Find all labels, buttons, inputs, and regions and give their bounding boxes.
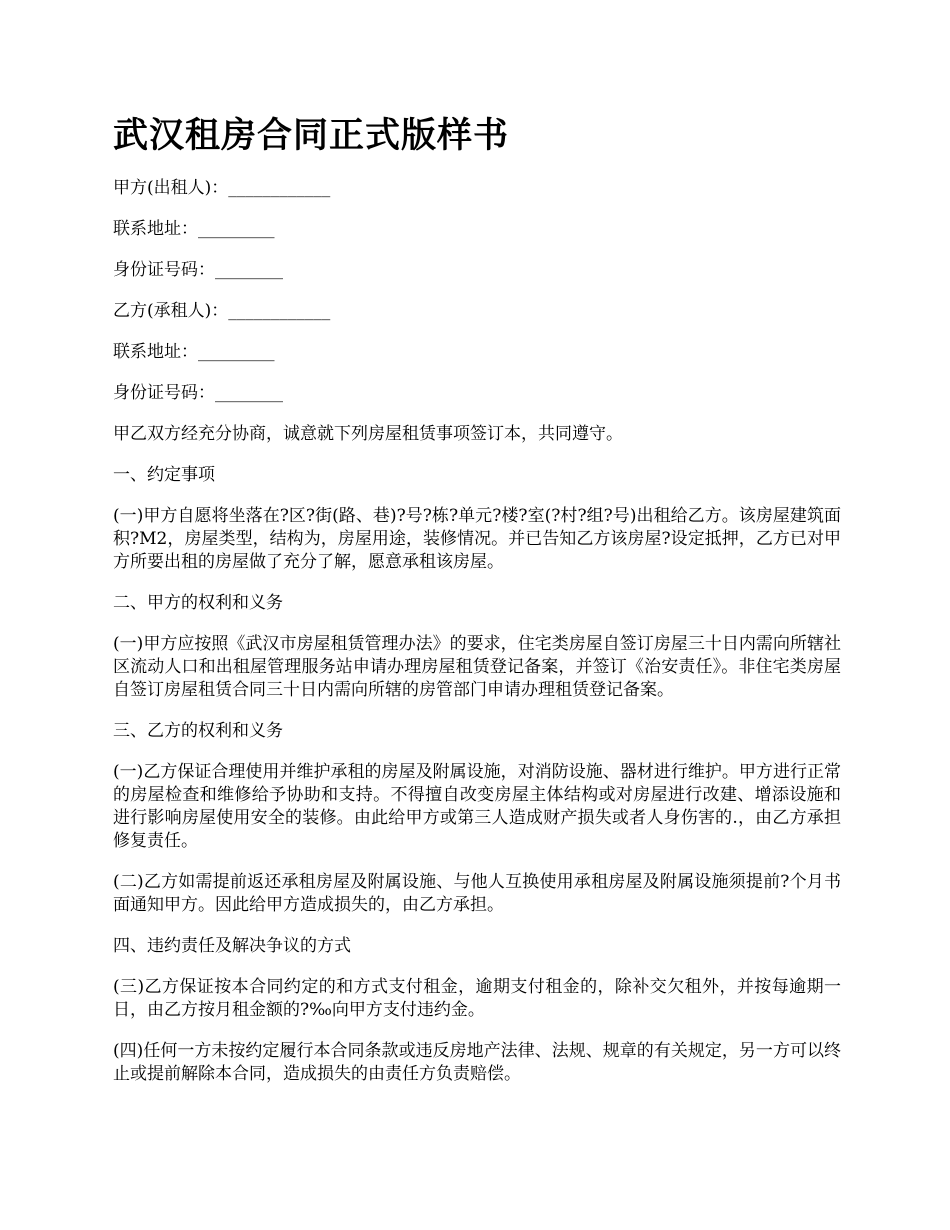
section-heading-breach-liability: 四、违约责任及解决争议的方式 bbox=[113, 936, 351, 956]
section-paragraph: (三)乙方保证按本合同约定的和方式支付租金，逾期支付租金的，除补交欠租外，并按每逾期一日，由乙方按月租金额的?‰向甲方支付违约金。 bbox=[113, 977, 841, 1020]
intro-paragraph: 甲乙双方经充分协商，诚意就下列房屋租赁事项签订本，共同遵守。 bbox=[113, 424, 623, 444]
section-paragraph: (二)乙方如需提前返还承租房屋及附属设施、与他人互换使用承租房屋及附属设施须提前?个月书面通知甲方。因此给甲方造成损失的，由乙方承担。 bbox=[113, 872, 841, 915]
document-page bbox=[113, 108, 841, 1104]
section-paragraph: (四)任何一方未按约定履行本合同条款或违反房地产法律、法规、规章的有关规定，另一方可以终止或提前解除本合同，造成损失的由责任方负责赔偿。 bbox=[113, 1041, 841, 1084]
section-paragraph: (一)甲方应按照《武汉市房屋租赁管理办法》的要求，住宅类房屋自签订房屋三十日内需向所辖社区流动人口和出租屋管理服务站申请办理房屋租赁登记备案，并签订《治安责任》。非住宅类房屋自签订房屋租赁合同三十日内需向所辖的房管部门申请办理租赁登记备案。 bbox=[113, 634, 841, 700]
lessor-address-field: 联系地址：_________ bbox=[113, 219, 275, 239]
lessor-id-field: 身份证号码：________ bbox=[113, 260, 283, 280]
section-heading-agreed-matters: 一、约定事项 bbox=[113, 465, 215, 485]
section-heading-lessee-rights: 三、乙方的权利和义务 bbox=[113, 721, 283, 741]
section-paragraph: (一)甲方自愿将坐落在?区?街(路、巷)?号?栋?单元?楼?室(?村?组?号)出租给乙方。该房屋建筑面积?M2，房屋类型，结构为，房屋用途，装修情况。并已告知乙方该房屋?设定抵押，乙方已对甲方所要出租的房屋做了充分了解，愿意承租该房屋。 bbox=[113, 506, 841, 572]
lessee-id-field: 身份证号码：________ bbox=[113, 383, 283, 403]
section-paragraph: (一)乙方保证合理使用并维护承租的房屋及附属设施，对消防设施、器材进行维护。甲方进行正常的房屋检查和维修给予协助和支持。不得擅自改变房屋主体结构或对房屋进行改建、增添设施和进行影响房屋使用安全的装修。由此给甲方或第三人造成财产损失或者人身伤害的.，由乙方承担修复责任。 bbox=[113, 762, 841, 851]
lessee-name-field: 乙方(承租人)：____________ bbox=[113, 301, 331, 321]
lessee-address-field: 联系地址：_________ bbox=[113, 342, 275, 362]
document-title: 武汉租房合同正式版样书 bbox=[113, 116, 510, 156]
lessor-name-field: 甲方(出租人)：____________ bbox=[113, 178, 331, 198]
section-heading-lessor-rights: 二、甲方的权利和义务 bbox=[113, 593, 283, 613]
